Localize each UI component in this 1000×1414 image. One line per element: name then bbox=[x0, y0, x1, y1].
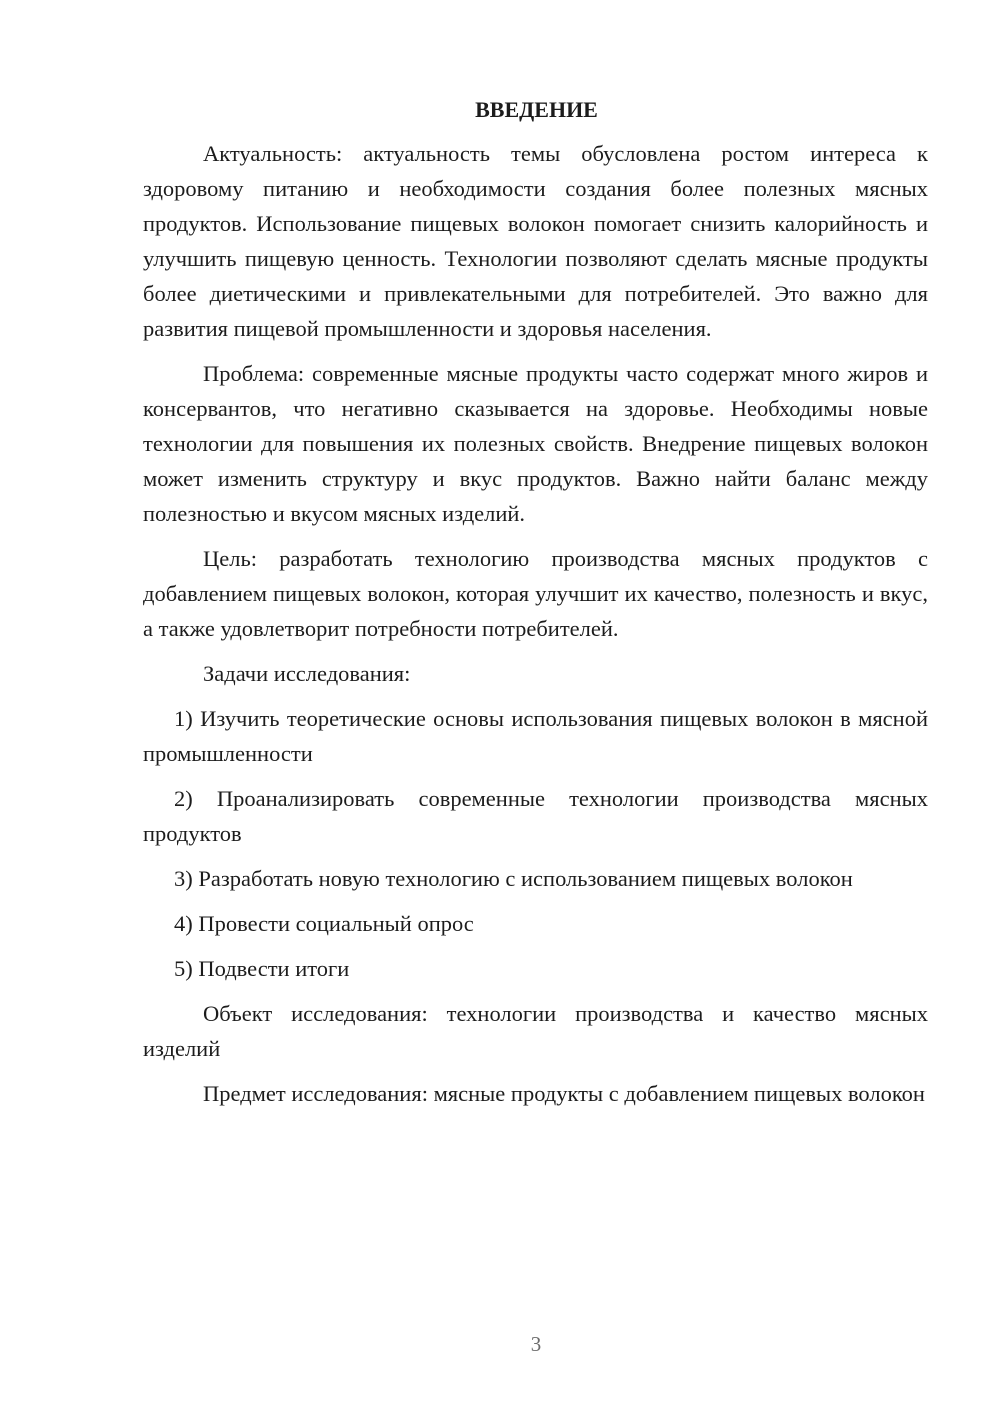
task-item-2: 2) Проанализировать современные технологии производства мясных продуктов bbox=[143, 786, 928, 846]
relevance-paragraph: Актуальность: актуальность темы обусловлена ростом интереса к здоровому питанию и необходимости создания более полезных мясных продуктов. Использование пищевых волокон помогает снизить калорийность и улучшить пищевую ценность. Технологии позволяют сделать мясные продукты более диетическими и привлекательными для потребителей. Это важно для развития пищевой промышленности и здоровья населения. bbox=[143, 141, 928, 341]
problem-paragraph: Проблема: современные мясные продукты часто содержат много жиров и консервантов, что негативно сказывается на здоровье. Необходимы новые технологии для повышения их полезных свойств. Внедрение пищевых волокон может изменить структуру и вкус продуктов. Важно найти баланс между полезностью и вкусом мясных изделий. bbox=[143, 361, 928, 526]
task-item-1: 1) Изучить теоретические основы использования пищевых волокон в мясной промышленности bbox=[143, 706, 928, 766]
page-title: ВВЕДЕНИЕ bbox=[475, 97, 598, 122]
page-number: 3 bbox=[530, 1332, 542, 1356]
subject-paragraph: Предмет исследования: мясные продукты с добавлением пищевых волокон bbox=[203, 1081, 925, 1106]
task-item-5: 5) Подвести итоги bbox=[174, 956, 350, 981]
task-item-3: 3) Разработать новую технологию с использованием пищевых волокон bbox=[174, 866, 853, 891]
object-paragraph: Объект исследования: технологии производства и качество мясных изделий bbox=[143, 1001, 928, 1061]
goal-paragraph: Цель: разработать технологию производства мясных продуктов с добавлением пищевых волокон, которая улучшит их качество, полезность и вкус, а также удовлетворит потребности потребителей. bbox=[143, 546, 928, 641]
document-body bbox=[143, 92, 928, 1121]
task-item-4: 4) Провести социальный опрос bbox=[174, 911, 474, 936]
tasks-heading: Задачи исследования: bbox=[203, 661, 411, 686]
